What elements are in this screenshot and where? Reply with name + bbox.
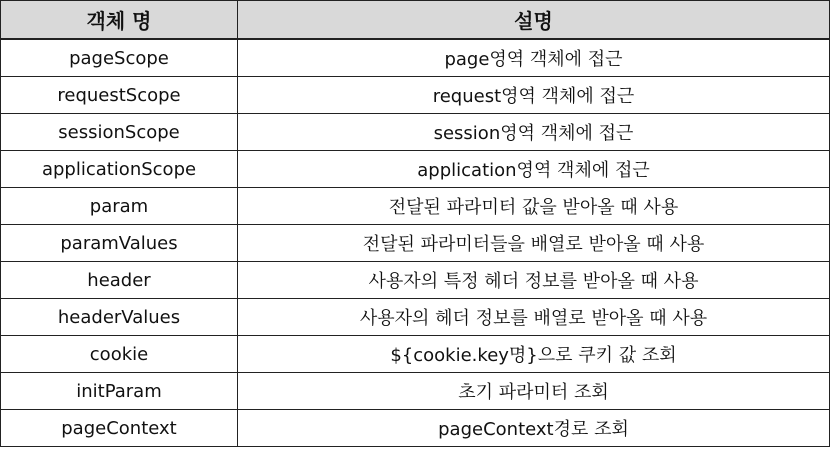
object-name-cell: cookie [1, 336, 238, 373]
description-cell: pageContext경로 조회 [238, 410, 830, 447]
column-header-object-name: 객체 명 [1, 1, 238, 40]
table-row [1, 410, 830, 447]
description-cell: request영역 객체에 접근 [238, 77, 830, 114]
description-cell: 전달된 파라미터들을 배열로 받아올 때 사용 [238, 225, 830, 262]
description-cell: 초기 파라미터 조회 [238, 373, 830, 410]
description-cell: application영역 객체에 접근 [238, 151, 830, 188]
object-name-cell: header [1, 262, 238, 299]
object-name-cell: pageContext [1, 410, 238, 447]
object-name-cell: paramValues [1, 225, 238, 262]
description-cell: page영역 객체에 접근 [238, 39, 830, 77]
table-row [1, 39, 830, 77]
table-row [1, 188, 830, 225]
description-cell: session영역 객체에 접근 [238, 114, 830, 151]
object-name-cell: headerValues [1, 299, 238, 336]
table-row [1, 77, 830, 114]
object-name-cell: pageScope [1, 39, 238, 77]
column-header-description: 설명 [238, 1, 830, 40]
table-row [1, 373, 830, 410]
table-row [1, 151, 830, 188]
description-cell: 사용자의 특정 헤더 정보를 받아올 때 사용 [238, 262, 830, 299]
table-row [1, 336, 830, 373]
header-row [1, 1, 830, 40]
object-name-cell: requestScope [1, 77, 238, 114]
table-body [1, 39, 830, 447]
table-header [1, 1, 830, 40]
table-row [1, 225, 830, 262]
table-row [1, 114, 830, 151]
object-name-cell: initParam [1, 373, 238, 410]
object-name-cell: param [1, 188, 238, 225]
description-cell: 사용자의 헤더 정보를 배열로 받아올 때 사용 [238, 299, 830, 336]
table-row [1, 262, 830, 299]
object-name-cell: sessionScope [1, 114, 238, 151]
description-cell: ${cookie.key명}으로 쿠키 값 조회 [238, 336, 830, 373]
table-row [1, 299, 830, 336]
description-cell: 전달된 파라미터 값을 받아올 때 사용 [238, 188, 830, 225]
object-name-cell: applicationScope [1, 151, 238, 188]
